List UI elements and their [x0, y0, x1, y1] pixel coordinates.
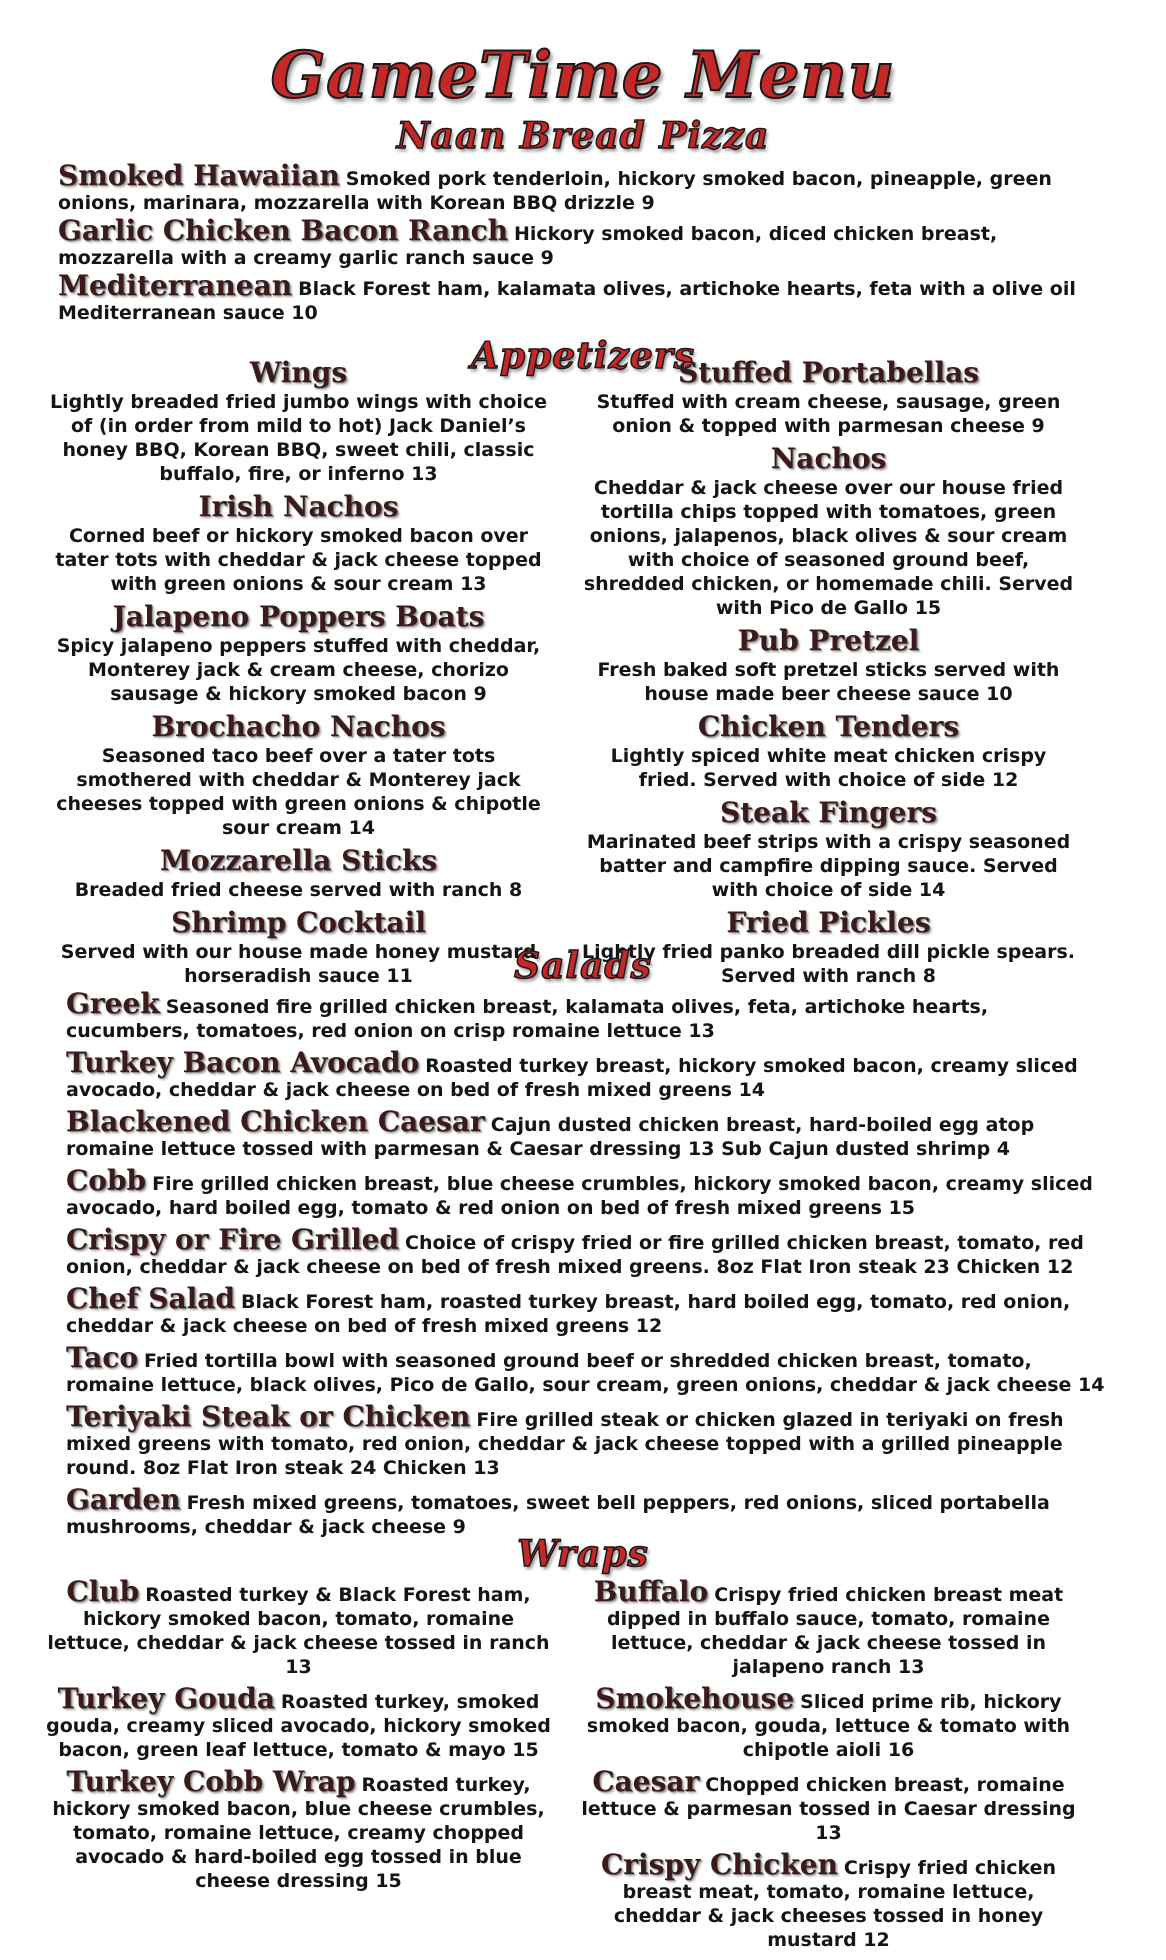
salads-list	[66, 987, 1116, 1539]
item-desc: Smoked pork tenderloin, hickory smoked bacon, pineapple, green onions, marinara, mozzarella with Korean BBQ drizzle 9	[58, 168, 1052, 214]
item-name: Chicken Tenders	[697, 710, 960, 743]
item-desc: Spicy jalapeno peppers stuffed with cheddar, Monterey jack & cream cheese, chorizo sausage & hickory smoked bacon 9	[56, 635, 541, 705]
item-name: Garden	[66, 1483, 181, 1516]
item-name: Mediterranean	[58, 269, 293, 302]
item-name: Shrimp Cocktail	[171, 906, 426, 939]
item-desc: Fire grilled chicken breast, blue cheese crumbles, hickory smoked bacon, creamy sliced avocado, hard boiled egg, tomato & red onion on bed of fresh mixed greens 15	[66, 1173, 1093, 1219]
item-desc: Roasted turkey, hickory smoked bacon, blue cheese crumbles, tomato, romaine lettuce, creamy chopped avocado & hard-boiled egg tossed in blue cheese dressing 15	[52, 1774, 545, 1892]
item-desc: Roasted turkey, smoked gouda, creamy sliced avocado, hickory smoked bacon, green leaf lettuce, tomato & mayo 15	[46, 1691, 551, 1761]
appetizer-item	[46, 844, 551, 902]
item-name: Taco	[66, 1341, 139, 1374]
item-desc: Roasted turkey breast, hickory smoked bacon, creamy sliced avocado, cheddar & jack cheese on bed of fresh mixed greens 14	[66, 1055, 1078, 1101]
item-desc: Marinated beef strips with a crispy seasoned batter and campfire dipping sauce. Served with choice of side 14	[586, 831, 1071, 901]
item-name: Smokehouse	[595, 1682, 795, 1715]
item-name: Fried Pickles	[726, 906, 931, 939]
item-name: Pub Pretzel	[737, 624, 920, 657]
item-desc: Cajun dusted chicken breast, hard-boiled egg atop romaine lettuce tossed with parmesan & Caesar dressing 13 Sub Cajun dusted shrimp 4	[66, 1114, 1035, 1160]
item-name: Blackened Chicken Caesar	[66, 1105, 485, 1138]
appetizer-item	[576, 710, 1081, 792]
item-desc: Black Forest ham, kalamata olives, artichoke hearts, feta with a olive oil Mediterranean sauce 10	[58, 278, 1076, 324]
appetizers-right-column	[576, 356, 1081, 992]
item-name: Club	[66, 1575, 140, 1608]
salad-item	[66, 1400, 1116, 1480]
item-desc: Crispy fried chicken breast meat, tomato, romaine lettuce, cheddar & jack cheeses tossed in honey mustard 12	[613, 1857, 1057, 1951]
appetizer-item	[46, 490, 551, 596]
item-desc: Black Forest ham, roasted turkey breast, hard boiled egg, tomato, red onion, cheddar & jack cheese on bed of fresh mixed greens 12	[66, 1291, 1071, 1337]
item-desc: Hickory smoked bacon, diced chicken breast, mozzarella with a creamy garlic ranch sauce 9	[58, 223, 998, 269]
appetizer-item	[576, 796, 1081, 902]
salad-item	[66, 1341, 1116, 1397]
appetizer-item	[576, 442, 1081, 620]
item-desc: Served with our house made honey mustard horseradish sauce 11	[60, 941, 537, 987]
appetizer-item	[46, 356, 551, 486]
item-name: Crispy or Fire Grilled	[66, 1223, 400, 1256]
pizza-item	[58, 214, 1118, 270]
item-name: Stuffed Portabellas	[677, 356, 979, 389]
item-name: Irish Nachos	[198, 490, 399, 523]
item-name: Smoked Hawaiian	[58, 159, 340, 192]
wraps-right-column	[576, 1575, 1081, 1960]
item-desc: Lightly fried panko breaded dill pickle spears. Served with ranch 8	[581, 941, 1075, 987]
wrap-item	[46, 1765, 551, 1893]
appetizer-item	[46, 600, 551, 706]
item-desc: Stuffed with cream cheese, sausage, green onion & topped with parmesan cheese 9	[596, 391, 1061, 437]
section-title-wraps: Wraps	[517, 1533, 649, 1575]
item-desc: Fire grilled steak or chicken glazed in teriyaki on fresh mixed greens with tomato, red onion, cheddar & jack cheese topped with a grilled pineapple round. 8oz Flat Iron steak 24 Chicken 13	[66, 1409, 1064, 1479]
wrap-item	[576, 1848, 1081, 1952]
wrap-item	[46, 1575, 551, 1679]
salad-item	[66, 1164, 1116, 1220]
salad-item	[66, 987, 1116, 1043]
item-desc: Breaded fried cheese served with ranch 8	[74, 879, 523, 901]
item-name: Mozzarella Sticks	[159, 844, 438, 877]
item-name: Turkey Bacon Avocado	[66, 1046, 420, 1079]
item-name: Chef Salad	[66, 1282, 235, 1315]
item-desc: Fried tortilla bowl with seasoned ground beef or shredded chicken breast, tomato, romaine lettuce, black olives, Pico de Gallo, sour cream, green onions, cheddar & jack cheese 14	[66, 1350, 1105, 1396]
item-name: Wings	[249, 356, 348, 389]
appetizer-item	[46, 710, 551, 840]
item-desc: Lightly spiced white meat chicken crispy fried. Served with choice of side 12	[610, 745, 1047, 791]
section-title-appetizers: Appetizers	[470, 335, 696, 377]
appetizer-item	[576, 356, 1081, 438]
salad-item	[66, 1105, 1116, 1161]
pizza-list	[58, 159, 1118, 325]
item-name: Cobb	[66, 1164, 147, 1197]
salad-item	[66, 1282, 1116, 1338]
appetizer-item	[576, 624, 1081, 706]
menu-title: GameTime Menu	[270, 38, 896, 113]
wrap-item	[46, 1682, 551, 1762]
salad-item	[66, 1046, 1116, 1102]
section-title-salads: Salads	[514, 945, 652, 987]
appetizers-left-column	[46, 356, 551, 992]
wraps-left-column	[46, 1575, 551, 1901]
item-desc: Crispy fried chicken breast meat dipped in buffalo sauce, tomato, romaine lettuce, cheddar & jack cheese tossed in jalapeno ranch 13	[607, 1584, 1064, 1678]
item-desc: Fresh baked soft pretzel sticks served with house made beer cheese sauce 10	[597, 659, 1060, 705]
item-name: Turkey Cobb Wrap	[66, 1765, 356, 1798]
item-desc: Roasted turkey & Black Forest ham, hickory smoked bacon, tomato, romaine lettuce, cheddar & jack cheese tossed in ranch 13	[47, 1584, 550, 1678]
item-name: Greek	[66, 987, 160, 1020]
item-name: Brochacho Nachos	[151, 710, 446, 743]
section-title-pizza: Naan Bread Pizza	[396, 115, 770, 157]
wrap-item	[576, 1575, 1081, 1679]
item-desc: Cheddar & jack cheese over our house fried tortilla chips topped with tomatoes, green onions, jalapenos, black olives & sour cream with choice of seasoned ground beef, shredded chicken, or homemade chili. Served with Pico de Gallo 15	[583, 477, 1074, 619]
item-name: Garlic Chicken Bacon Ranch	[58, 214, 508, 247]
pizza-item	[58, 159, 1118, 215]
wrap-item	[576, 1765, 1081, 1845]
item-name: Turkey Gouda	[57, 1682, 275, 1715]
item-name: Buffalo	[593, 1575, 709, 1608]
item-desc: Seasoned taco beef over a tater tots smothered with cheddar & Monterey jack cheeses topped with green onions & chipotle sour cream 14	[56, 745, 541, 839]
pizza-item	[58, 269, 1118, 325]
item-name: Nachos	[770, 442, 887, 475]
wrap-item	[576, 1682, 1081, 1762]
item-desc: Sliced prime rib, hickory smoked bacon, gouda, lettuce & tomato with chipotle aioli 16	[586, 1691, 1071, 1761]
item-name: Crispy Chicken	[600, 1848, 838, 1881]
item-name: Steak Fingers	[719, 796, 938, 829]
salad-item	[66, 1223, 1116, 1279]
item-desc: Fresh mixed greens, tomatoes, sweet bell peppers, red onions, sliced portabella mushrooms, cheddar & jack cheese 9	[66, 1492, 1050, 1538]
item-desc: Lightly breaded fried jumbo wings with choice of (in order from mild to hot) Jack Daniel’s honey BBQ, Korean BBQ, sweet chili, classic buffalo, fire, or inferno 13	[50, 391, 547, 485]
item-name: Jalapeno Poppers Boats	[112, 600, 485, 633]
item-name: Teriyaki Steak or Chicken	[66, 1400, 471, 1433]
item-desc: Corned beef or hickory smoked bacon over tater tots with cheddar & jack cheese topped with green onions & sour cream 13	[55, 525, 542, 595]
item-desc: Seasoned fire grilled chicken breast, kalamata olives, feta, artichoke hearts, cucumbers, tomatoes, red onion on crisp romaine lettuce 13	[66, 996, 989, 1042]
item-desc: Choice of crispy fried or fire grilled chicken breast, tomato, red onion, cheddar & jack cheese on bed of fresh mixed greens. 8oz Flat Iron steak 23 Chicken 12	[66, 1232, 1084, 1278]
item-desc: Chopped chicken breast, romaine lettuce & parmesan tossed in Caesar dressing 13	[581, 1774, 1076, 1844]
item-name: Caesar	[592, 1765, 700, 1798]
